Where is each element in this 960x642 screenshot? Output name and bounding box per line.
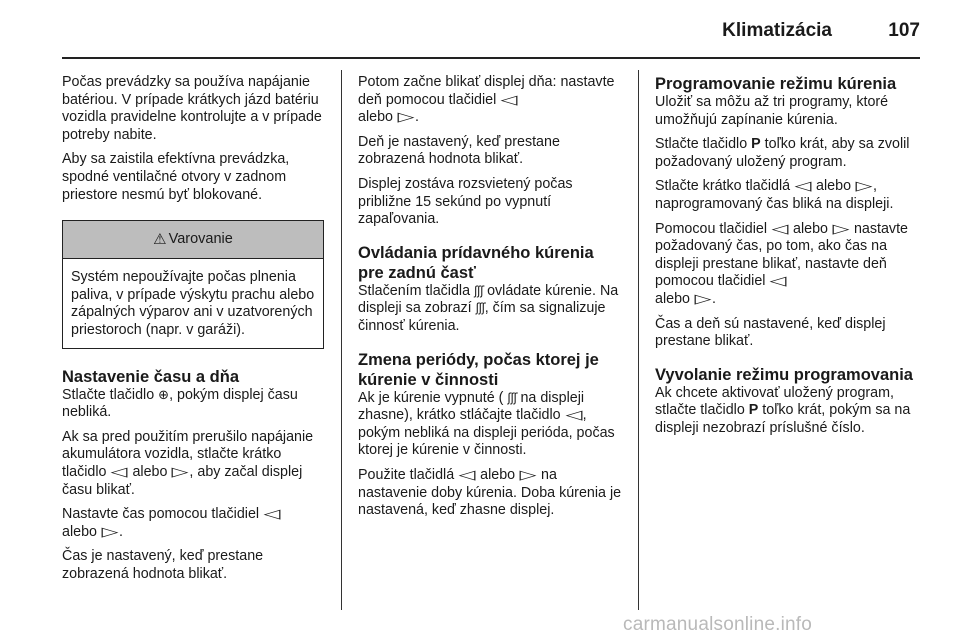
column-divider (638, 70, 639, 610)
right-arrow-icon: ▷ (855, 179, 873, 195)
paragraph: Stlačte krátko tlačidlá ◁ alebo ▷, naprogramovaný čas bliká na displeji. (655, 178, 894, 212)
right-arrow-icon: ▷ (519, 467, 537, 483)
paragraph: Deň je nastavený, keď prestane zobrazená hodnota blikať. (358, 133, 560, 168)
right-arrow-icon: ▷ (832, 221, 850, 237)
paragraph: Stlačte tlačidlo P toľko krát, aby sa zvolil požadovaný uložený program. (655, 136, 910, 170)
warning-triangle-icon: ⚠ (153, 230, 167, 248)
paragraph: Uložiť sa môžu až tri programy, ktoré umožňujú zapínanie kúrenia. (655, 94, 889, 128)
right-arrow-icon: ▷ (171, 464, 189, 480)
paragraph: Ak je kúrenie vypnuté ( ʃʃʃ na displeji zhasne), krátko stláčajte tlačidlo ◁, pokým nebliká na displeji perióda, počas ktorej je kúrenie v činnosti. (358, 389, 615, 459)
warning-text: Systém nepoužívajte počas plnenia paliva, v prípade výskytu prachu alebo zápalných výparov ani v uzatvorených priestoroch (napr. v garáži). (71, 269, 315, 338)
right-arrow-icon: ▷ (694, 291, 712, 307)
warning-header (63, 221, 323, 259)
page-number: 107 (888, 20, 920, 41)
paragraph: Stlačením tlačidla ʃʃʃ ovládate kúrenie. Na displeji sa zobrazí ʃʃʃ, čím sa signalizuje činnosť kúrenia. (358, 282, 619, 334)
paragraph: Aby sa zaistila efektívna prevádzka, spodné ventilačné otvory v zadnom priestore nesmú byť blokované. (62, 151, 290, 203)
left-arrow-icon: ◁ (263, 507, 281, 523)
column-1 (62, 74, 324, 590)
paragraph: Čas je nastavený, keď prestane zobrazená hodnota blikať. (62, 548, 264, 582)
warning-box (62, 220, 324, 348)
section-heading: Nastavenie času a dňa (62, 367, 240, 386)
heater-icon: ʃʃʃ (474, 283, 484, 298)
section-heading: Vyvolanie režimu programovania (655, 365, 913, 384)
left-arrow-icon: ◁ (458, 467, 476, 483)
column-divider (341, 70, 342, 610)
paragraph: Nastavte čas pomocou tlačidiel ◁ alebo ▷. (62, 506, 281, 540)
heater-icon: ʃʃʃ (475, 301, 485, 316)
left-arrow-icon: ◁ (500, 92, 518, 108)
program-key: P (748, 402, 759, 419)
left-arrow-icon: ◁ (771, 221, 789, 237)
left-arrow-icon: ◁ (794, 179, 812, 195)
paragraph: Počas prevádzky sa používa napájanie batériou. V prípade krátkych jázd batériu vozidla pravidelne kontrolujte a v prípade potreby nabite. (62, 74, 322, 143)
warning-title: Varovanie (168, 230, 233, 247)
paragraph: Ak sa pred použitím prerušilo napájanie akumulátora vozidla, stlačte krátko tlačidlo ◁ alebo ▷, aby začal displej času blikať. (62, 428, 314, 498)
right-arrow-icon: ▷ (101, 524, 119, 540)
section-heading: Ovládania prídavného kúrenia pre zadnú časť (358, 243, 594, 282)
left-arrow-icon: ◁ (565, 408, 583, 424)
paragraph: Ak chcete aktivovať uložený program, stlačte tlačidlo P toľko krát, pokým sa na displeji nezobrazí príslušné číslo. (655, 384, 911, 436)
column-2 (358, 74, 623, 527)
column-3 (655, 74, 923, 445)
heater-icon: ʃʃʃ (507, 390, 517, 405)
paragraph: Použite tlačidlá ◁ alebo ▷ na nastavenie doby kúrenia. Doba kúrenia je nastavená, keď zhasne displej. (358, 466, 622, 519)
program-key: P (751, 136, 761, 153)
left-arrow-icon: ◁ (769, 274, 787, 290)
paragraph: Displej zostáva rozsvietený počas približne 15 sekúnd po vypnutí zapaľovania. (358, 175, 573, 228)
chapter-title: Klimatizácia (722, 20, 832, 41)
paragraph: Pomocou tlačidiel ◁ alebo ▷ nastavte požadovaný čas, po tom, ako čas na displeji prestane blikať, nastavte deň pomocou tlačidiel ◁ alebo ▷. (655, 220, 908, 307)
watermark: carmanualsonline.info (623, 614, 813, 635)
clock-icon: ⊕ (158, 387, 170, 403)
paragraph: Stlačte tlačidlo ⊕, pokým displej času nebliká. (62, 386, 298, 421)
paragraph: Potom začne blikať displej dňa: nastavte deň pomocou tlačidiel ◁ alebo ▷. (358, 74, 615, 126)
header-divider (62, 57, 920, 59)
left-arrow-icon: ◁ (110, 464, 128, 480)
section-heading: Programovanie režimu kúrenia (655, 75, 897, 93)
page-header (62, 20, 920, 42)
paragraph: Čas a deň sú nastavené, keď displej prestane blikať. (655, 315, 886, 350)
right-arrow-icon: ▷ (397, 110, 415, 126)
section-heading: Zmena periódy, počas ktorej je kúrenie v činnosti (358, 350, 599, 389)
